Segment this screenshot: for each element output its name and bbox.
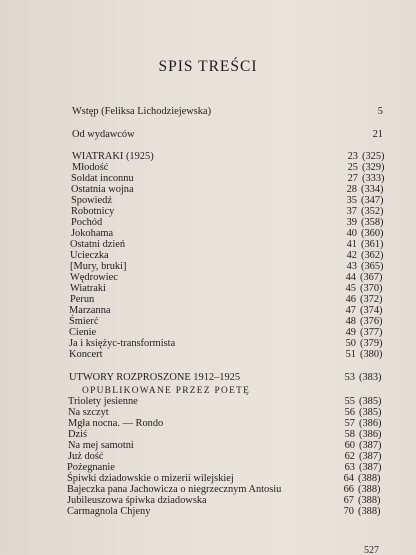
- toc-entry-page: 64: [343, 473, 354, 484]
- toc-entry-title: Ucieczka: [70, 250, 109, 261]
- toc-entry-title: Dziś: [68, 429, 88, 440]
- toc-entry-page: 70: [343, 506, 354, 517]
- toc-entry-title: OPUBLIKOWANE PRZEZ POETĘ: [82, 386, 251, 396]
- toc-entry-page: 5: [377, 106, 383, 117]
- toc-entry-title: Carmagnola Chjeny: [67, 506, 151, 517]
- toc-entry-title: Wędrowiec: [70, 272, 118, 283]
- toc-entry-source-page: (360): [361, 228, 384, 239]
- toc-entry-source-page: (361): [361, 239, 384, 250]
- toc-entry-title: Wiatraki: [70, 283, 106, 294]
- toc-entry-source-page: (365): [361, 261, 384, 272]
- toc-entry-page: 40: [346, 228, 357, 239]
- toc-entry-page: 48: [345, 316, 356, 327]
- toc-entry-source-page: (347): [361, 195, 384, 206]
- toc-entry-page: 63: [344, 462, 355, 473]
- toc-entry-title: Już dość: [68, 451, 104, 462]
- toc-entry-page: 60: [344, 440, 355, 451]
- toc-entry-page: 46: [345, 294, 356, 305]
- toc-entry-page: 62: [344, 451, 355, 462]
- toc-entry-title: Wstęp (Feliksa Lichodziejewska): [72, 106, 212, 117]
- toc-entry-page: 27: [347, 173, 358, 184]
- toc-entry-source-page: (334): [361, 184, 384, 195]
- toc-entry-title: Śpiwki dziadowskie o mizerii wilejskiej: [67, 473, 234, 484]
- toc-entry-source-page: (325): [362, 151, 385, 162]
- toc-entry-source-page: (372): [360, 294, 383, 305]
- toc-entry-page: 39: [346, 217, 357, 228]
- toc-entry-source-page: (329): [362, 162, 385, 173]
- toc-entry-source-page: (387): [359, 462, 382, 473]
- toc-entry-source-page: (362): [361, 250, 384, 261]
- toc-entry-title: Ostatnia wojna: [71, 184, 134, 195]
- toc-entry-title: Koncert: [69, 349, 103, 360]
- toc-entry-page: 55: [344, 396, 355, 407]
- toc-entry-page: 41: [346, 239, 357, 250]
- toc-entry-page: 23: [347, 151, 358, 162]
- toc-entry-title: Cienie: [69, 327, 97, 338]
- toc-entry-source-page: (379): [360, 338, 383, 349]
- toc-entry-source-page: (367): [360, 272, 383, 283]
- toc-entry-page: 58: [344, 429, 355, 440]
- toc-entry-page: 44: [345, 272, 356, 283]
- toc-entry-source-page: (386): [359, 418, 382, 429]
- toc-entry-title: Od wydawców: [72, 129, 135, 140]
- toc-entry-page: 57: [344, 418, 355, 429]
- toc-entry-source-page: (383): [359, 372, 382, 383]
- toc-entry-page: 47: [345, 305, 356, 316]
- toc-entry-source-page: (370): [360, 283, 383, 294]
- toc-entry-title: UTWORY ROZPROSZONE 1912–1925: [69, 372, 241, 383]
- toc-entry-source-page: (387): [359, 440, 382, 451]
- toc-entry-title: Bajeczka pana Jachowicza o niegrzecznym Antosiu: [67, 484, 282, 495]
- toc-entry-title: Młodość: [72, 162, 109, 173]
- toc-entry-title: Perun: [70, 294, 95, 305]
- toc-entry-page: 51: [345, 349, 356, 360]
- toc-entry-title: Marzanna: [69, 305, 111, 316]
- toc-entry-title: Mgła nocna. — Rondo: [68, 418, 164, 429]
- toc-entry-page: 37: [346, 206, 357, 217]
- toc-entry-title: WIATRAKI (1925): [72, 151, 154, 162]
- toc-entry-title: Pochód: [71, 217, 103, 228]
- toc-entry-title: Soldat inconnu: [71, 173, 134, 184]
- toc-entry-page: 53: [344, 372, 355, 383]
- toc-entry-page: 35: [346, 195, 357, 206]
- page-number: 527: [364, 545, 379, 555]
- toc-entry-source-page: (388): [358, 484, 381, 495]
- toc-entry-page: 21: [372, 129, 383, 140]
- toc-entry-page: 42: [346, 250, 357, 261]
- page-title: SPIS TREŚCI: [158, 58, 258, 75]
- toc-entry-source-page: (388): [358, 473, 381, 484]
- toc-entry-source-page: (374): [360, 305, 383, 316]
- toc-entry-title: Ostatni dzień: [70, 239, 126, 250]
- toc-entry-title: Śmierć: [69, 316, 99, 327]
- toc-entry-page: 67: [343, 495, 354, 506]
- toc-entry-page: 56: [344, 407, 355, 418]
- toc-entry-page: 50: [345, 338, 356, 349]
- toc-entry-source-page: (386): [359, 429, 382, 440]
- toc-entry-title: Triolety jesienne: [68, 396, 138, 407]
- toc-entry-page: 25: [347, 162, 358, 173]
- toc-entry-title: Ja i księżyc-transformista: [69, 338, 176, 349]
- toc-entry-page: 49: [345, 327, 356, 338]
- toc-entry-source-page: (385): [359, 407, 382, 418]
- toc-entry-title: Jubileuszowa śpiwka dziadowska: [67, 495, 207, 506]
- toc-entry-source-page: (385): [359, 396, 382, 407]
- toc-entry-source-page: (388): [358, 506, 381, 517]
- toc-entry-source-page: (388): [358, 495, 381, 506]
- toc-entry-page: 66: [343, 484, 354, 495]
- toc-entry-source-page: (352): [361, 206, 384, 217]
- toc-entry-page: 45: [345, 283, 356, 294]
- toc-entry-title: Na mej samotni: [68, 440, 134, 451]
- toc-entry-source-page: (333): [362, 173, 385, 184]
- toc-entry-title: Na szczyt: [68, 407, 109, 418]
- toc-entry-source-page: (377): [360, 327, 383, 338]
- toc-entry-source-page: (387): [359, 451, 382, 462]
- toc-entry-title: [Mury, bruki]: [70, 261, 127, 272]
- toc-entry-page: 28: [346, 184, 357, 195]
- toc-entry-title: Robotnicy: [71, 206, 115, 217]
- toc-entry-title: Spowiedź: [71, 195, 112, 206]
- toc-entry-source-page: (376): [360, 316, 383, 327]
- toc-entry-source-page: (358): [361, 217, 384, 228]
- toc-entry-source-page: (380): [360, 349, 383, 360]
- toc-entry-title: Pożegnanie: [67, 462, 115, 473]
- toc-entry-page: 43: [346, 261, 357, 272]
- toc-entry-title: Jokohama: [71, 228, 114, 239]
